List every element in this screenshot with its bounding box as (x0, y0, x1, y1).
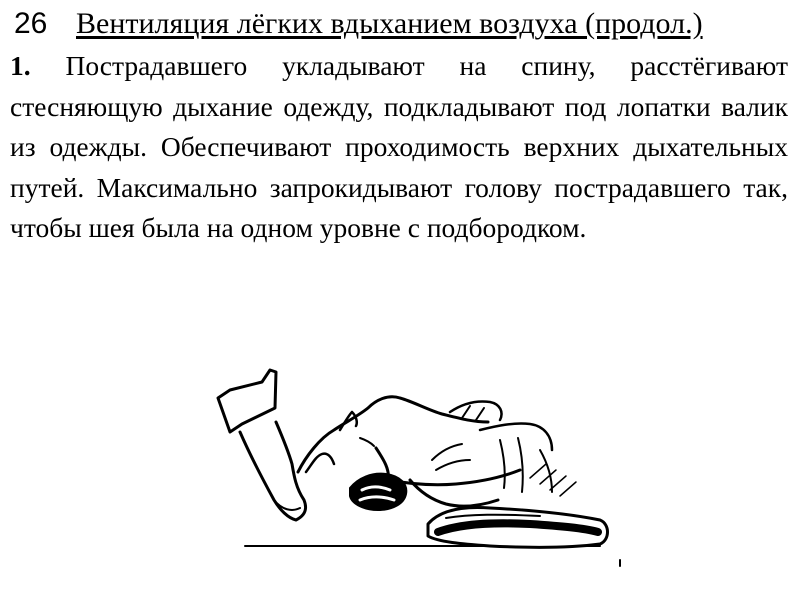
instruction-text: Пострадавшего укладывают на спину, расстёгивают стесняющую дыхание одежду, подкладывают под лопатки валик из одежды. Обеспечивают проходимость верхних дыхательных путей. Максимально запрокидывают голову пострадавшего так, чтобы шея была на одном уровне с подбородком. (10, 50, 788, 243)
slide-number: 26 (14, 7, 48, 40)
head-tilt-illustration (200, 360, 640, 590)
instruction-paragraph (10, 46, 788, 249)
slide-title: Вентиляция лёгких вдыханием воздуха (продол.) (76, 7, 703, 40)
step-number: 1. (10, 50, 31, 81)
